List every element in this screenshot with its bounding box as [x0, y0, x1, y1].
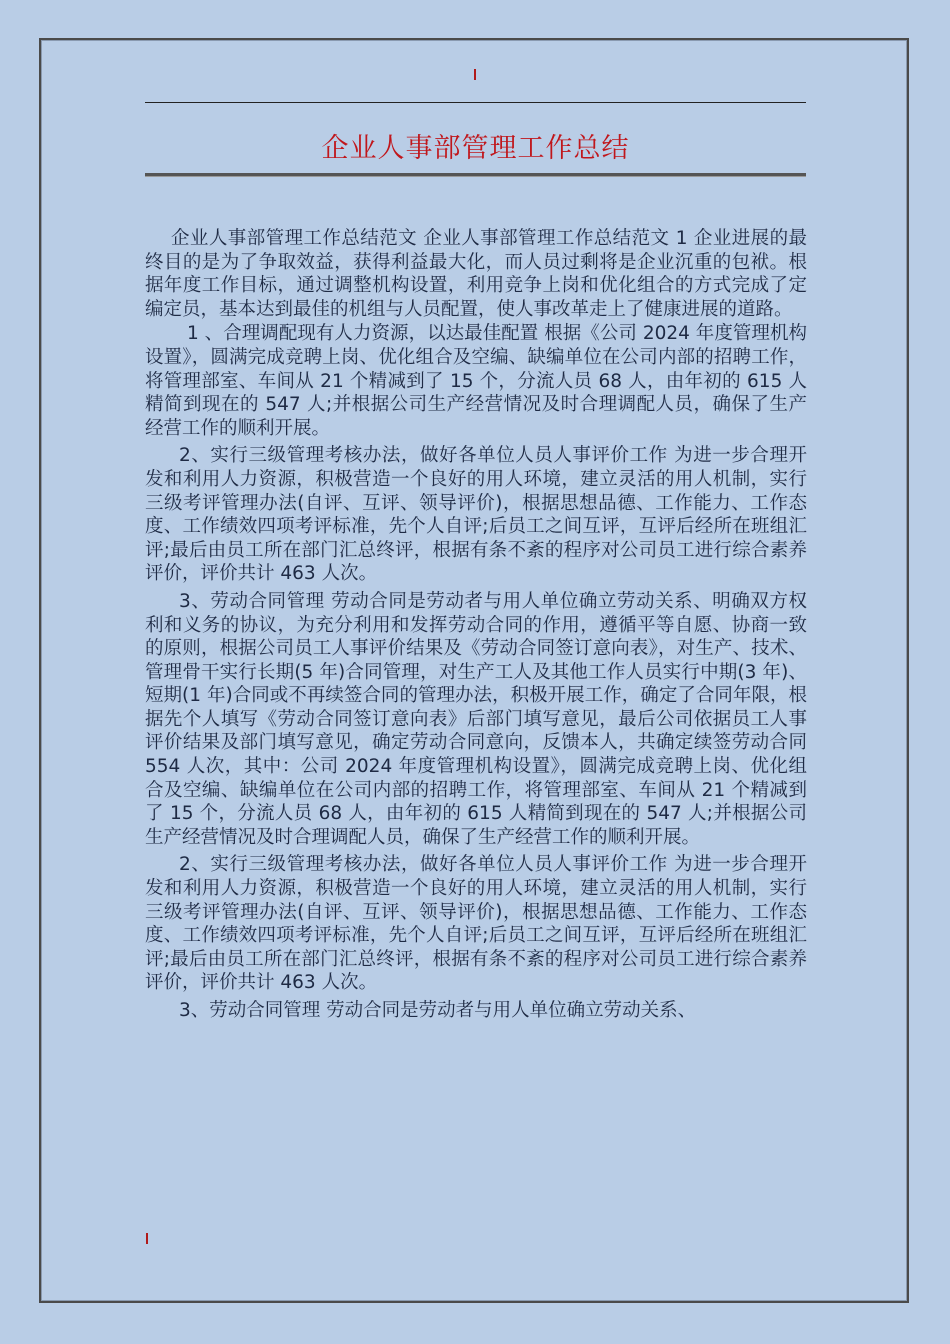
- bottom-margin-mark: [146, 1233, 148, 1244]
- document-body: [145, 227, 807, 1023]
- paragraph-section-1: 1 、合理调配现有人力资源，以达最佳配置 根据《公司 2024 年度管理机构设置》，圆满完成竞聘上岗、优化组合及空编、缺编单位在公司内部的招聘工作，将管理部室、车间从 21 个精减到了 15 个，分流人员 68 人，由年初的 615 人精简到现在的 547 人;并根据公司生产经营情况及时合理调配人员，确保了生产经营工作的顺利开展。: [145, 323, 807, 439]
- paragraph-section-3: 3、劳动合同管理 劳动合同是劳动者与用人单位确立劳动关系、明确双方权利和义务的协议，为充分利用和发挥劳动合同的作用，遵循平等自愿、协商一致的原则，根据公司员工人事评价结果及《劳动合同签订意向表》，对生产、技术、管理骨干实行长期(5 年)合同管理，对生产工人及其他工作人员实行中期(3 年)、短期(1 年)合同或不再续签合同的管理办法，积极开展工作，确定了合同年限，根据先个人填写《劳动合同签订意向表》后部门填写意见，最后公司依据员工人事评价结果及部门填写意见，确定劳动合同意向，反馈本人，共确定续签劳动合同 554 人次，其中：公司 2024 年度管理机构设置》，圆满完成竞聘上岗、优化组合及空编、缺编单位在公司内部的招聘工作，将管理部室、车间从 21 个精减到了 15 个，分流人员 68 人，由年初的 615 人精简到现在的 547 人;并根据公司生产经营情况及时合理调配人员，确保了生产经营工作的顺利开展。: [145, 590, 807, 848]
- top-margin-mark: [474, 69, 476, 80]
- header-rule: [145, 102, 806, 103]
- title-underline: [145, 173, 806, 177]
- document-title: 企业人事部管理工作总结: [321, 133, 630, 164]
- paragraph-section-3-repeat: 3、劳动合同管理 劳动合同是劳动者与用人单位确立劳动关系、: [179, 1000, 697, 1021]
- paragraph-intro: 企业人事部管理工作总结范文 企业人事部管理工作总结范文 1 企业进展的最终目的是为了争取效益，获得利益最大化，而人员过剩将是企业沉重的包袱。根据年度工作目标，通过调整机构设置，利用竞争上岗和优化组合的方式完成了定编定员，基本达到最佳的机组与人员配置，使人事改革走上了健康进展的道路。: [145, 228, 807, 320]
- paragraph-section-2-repeat: 2、实行三级管理考核办法，做好各单位人员人事评价工作 为进一步合理开发和利用人力资源，积极营造一个良好的用人环境，建立灵活的用人机制，实行三级考评管理办法(自评、互评、领导评价)，根据思想品德、工作能力、工作态度、工作绩效四项考评标准，先个人自评;后员工之间互评，互评后经所在班组汇评;最后由员工所在部门汇总终评，根据有条不紊的程序对公司员工进行综合素养评价，评价共计 463 人次。: [145, 854, 807, 994]
- paragraph-section-2: 2、实行三级管理考核办法，做好各单位人员人事评价工作 为进一步合理开发和利用人力资源，积极营造一个良好的用人环境，建立灵活的用人机制，实行三级考评管理办法(自评、互评、领导评价)，根据思想品德、工作能力、工作态度、工作绩效四项考评标准，先个人自评;后员工之间互评，互评后经所在班组汇评;最后由员工所在部门汇总终评，根据有条不紊的程序对公司员工进行综合素养评价，评价共计 463 人次。: [145, 445, 807, 585]
